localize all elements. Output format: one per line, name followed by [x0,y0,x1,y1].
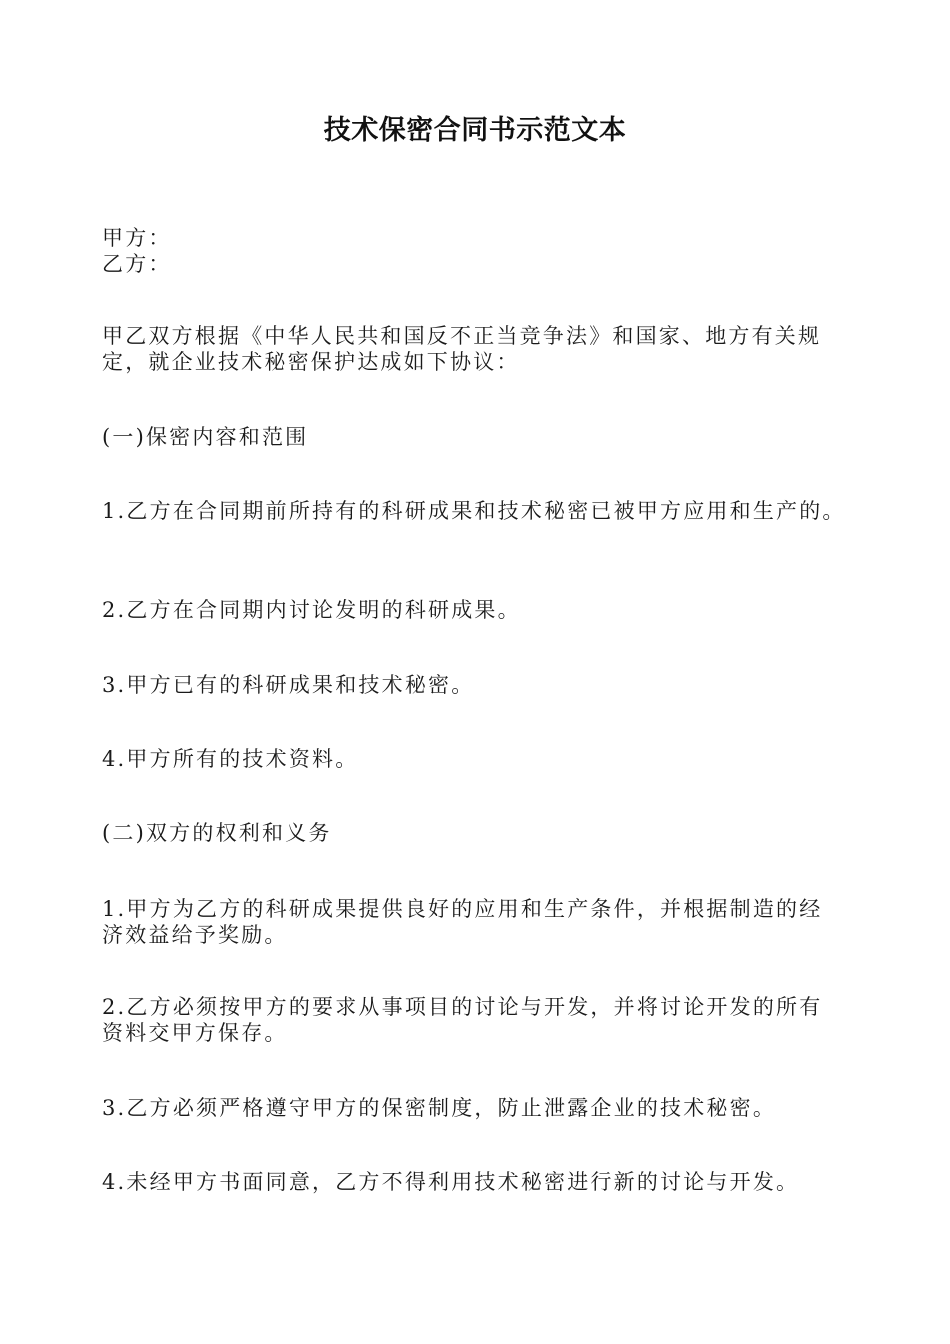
clause-2-3: 3.乙方必须严格遵守甲方的保密制度，防止泄露企业的技术秘密。 [102,1096,777,1120]
clause-1-4: 4.甲方所有的技术资料。 [102,747,359,771]
clause-line: 2.乙方必须按甲方的要求从事项目的讨论与开发，并将讨论开发的所有 [102,995,823,1019]
clause-1-2: 2.乙方在合同期内讨论发明的科研成果。 [102,598,521,622]
clause-line: 资料交甲方保存。 [102,1021,288,1045]
clause-1-1: 1.乙方在合同期前所持有的科研成果和技术秘密已被甲方应用和生产的。 [102,499,846,523]
intro-line: 甲乙双方根据《中华人民共和国反不正当竞争法》和国家、地方有关规 [102,324,822,348]
section-heading-1: (一)保密内容和范围 [102,425,309,449]
intro-paragraph [102,323,862,375]
clause-2-2 [102,994,862,1046]
clause-line: 1.甲方为乙方的科研成果提供良好的应用和生产条件，并根据制造的经 [102,897,823,921]
section-heading-2: (二)双方的权利和义务 [102,821,332,845]
clause-2-1 [102,896,862,948]
party-block [102,225,862,277]
document-title: 技术保密合同书示范文本 [323,115,627,146]
clause-1-3: 3.甲方已有的科研成果和技术秘密。 [102,673,475,697]
intro-line: 定，就企业技术秘密保护达成如下协议： [102,350,520,374]
clause-2-4: 4.未经甲方书面同意，乙方不得利用技术秘密进行新的讨论与开发。 [102,1170,800,1194]
clause-line: 济效益给予奖励。 [102,923,288,947]
party-a-label: 甲方： [102,226,172,250]
party-b-label: 乙方： [102,252,172,276]
